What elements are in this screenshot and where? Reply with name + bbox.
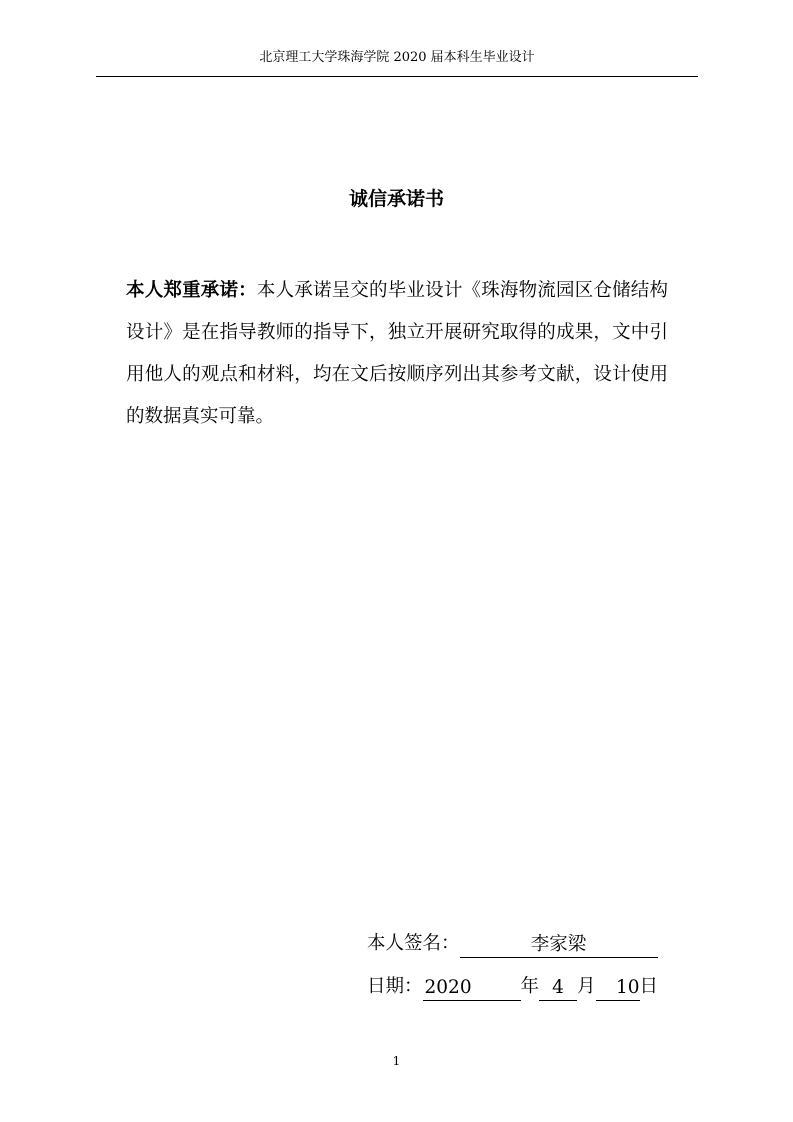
date-year-unit: 年 xyxy=(520,976,540,997)
signature-line xyxy=(367,930,687,958)
signature-name: 李家梁 xyxy=(460,933,658,958)
date-label: 日期： xyxy=(367,976,423,997)
date-month: 4 xyxy=(539,976,577,1001)
signature-label: 本人签名： xyxy=(367,933,460,954)
page-header xyxy=(96,48,698,76)
page-title: 诚信承诺书 xyxy=(348,188,444,210)
statement-lead: 本人郑重承诺： xyxy=(126,280,257,301)
date-month-unit: 月 xyxy=(577,976,596,997)
date-line xyxy=(367,973,687,1001)
page-number: 1 xyxy=(392,1054,401,1068)
statement-body: 本人承诺呈交的毕业设计《珠海物流园区仓储结构设计》是在指导教师的指导下，独立开展研究取得的成果，文中引用他人的观点和材料，均在文后按顺序列出其参考文献，设计使用的数据真实可靠。 xyxy=(126,280,668,427)
date-year: 2020 xyxy=(423,976,521,1001)
header-divider xyxy=(96,76,698,77)
header-text: 北京理工大学珠海学院 2020 届本科生毕业设计 xyxy=(259,50,535,65)
date-day: 10 xyxy=(596,976,640,1001)
date-day-unit: 日 xyxy=(639,976,659,997)
statement-paragraph xyxy=(126,270,668,438)
